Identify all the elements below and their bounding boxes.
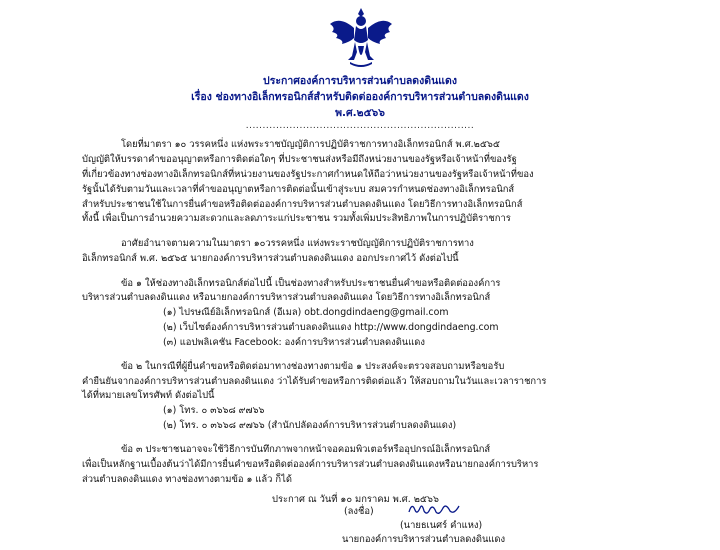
para1-line: โดยที่มาตรา ๑๐ วรรคหนึ่ง แห่งพระราชบัญญัติการปฏิบัติราชการทางอิเล็กทรอนิกส์ พ.ศ.๒๕๖๕ (121, 139, 500, 150)
sign-label: (ลงชื่อ) (344, 506, 374, 517)
para1-line: ทั้งนี้ เพื่อเป็นการอำนวยความสะดวกและลดภาระแก่ประชาชน รวมทั้งเพิ่มประสิทธิภาพในการปฏิบัติราชการ (82, 213, 511, 224)
handwritten-signature-icon (406, 500, 462, 518)
clause3-line: ข้อ ๓ ประชาชนอาจจะใช้วิธีการบันทึกภาพจากหน้าจอคอมพิวเตอร์หรืออุปกรณ์อิเล็กทรอนิกส์ (121, 444, 491, 455)
contact-website: (๒) เว็บไซต์องค์การบริหารส่วนตำบลดงดินแดง http://www.dongdindaeng.com (163, 322, 499, 333)
contact-email: (๑) ไปรษณีย์อิเล็กทรอนิกส์ (อีเมล) obt.dongdindaeng@gmail.com (163, 307, 449, 318)
signer-name: (นายธเนศร์ คำแหง) (400, 520, 483, 531)
announcement-subject: เรื่อง ช่องทางอิเล็กทรอนิกส์สำหรับติดต่อองค์การบริหารส่วนตำบลดงดินแดง (191, 91, 529, 103)
announcement-year: พ.ศ.๒๕๖๖ (335, 107, 385, 119)
clause2-line: ข้อ ๒ ในกรณีที่ผู้ยื่นคำขอหรือติดต่อมาทางช่องทางตามข้อ ๑ ประสงค์จะตรวจสอบถามหรือขอรับ (121, 361, 505, 372)
clause3-line: เพื่อเป็นหลักฐานเบื้องต้นว่าได้มีการยื่นคำขอหรือติดต่อองค์การบริหารส่วนตำบลดงดินแดงหรือนายกองค์การบริหาร (82, 459, 539, 470)
contact-facebook: (๓) แอปพลิเคชัน Facebook: องค์การบริหารส่วนตำบลดงดินแดง (163, 337, 425, 348)
contact-phone: (๑) โทร. ๐ ๓๖๖๘ ๙๗๖๖ (163, 405, 265, 416)
garuda-emblem-icon (328, 6, 394, 70)
para2-line: อาศัยอำนาจตามความในมาตรา ๑๐วรรคหนึ่ง แห่งพระราชบัญญัติการปฏิบัติราชการทาง (121, 238, 474, 249)
clause3-line: ส่วนตำบลดงดินแดง ทางช่องทางตามข้อ ๑ แล้ว ก็ได้ (82, 474, 292, 485)
signer-position: นายกองค์การบริหารส่วนตำบลดงดินแดง (342, 534, 506, 545)
para1-line: บัญญัติให้บรรดาคำขออนุญาตหรือการติดต่อใดๆ ที่ประชาชนส่งหรือมีถึงหน่วยงานของรัฐหรือเจ้าหน้าที่ของรัฐ (82, 154, 517, 165)
title-separator: .................................................................... (245, 121, 475, 131)
announce-date: ประกาศ ณ วันที่ ๑๐ มกราคม พ.ศ. ๒๕๖๖ (272, 494, 439, 505)
announcement-title: ประกาศองค์การบริหารส่วนตำบลดงดินแดง (263, 75, 457, 87)
para1-line: สำหรับประชาชนใช้ในการยื่นคำขอหรือติดต่อองค์การบริหารส่วนตำบลดงดินแดง โดยวิธีการทางอิเล็กทรอนิกส์ (82, 199, 523, 210)
clause2-line: ได้ที่หมายเลขโทรศัพท์ ดังต่อไปนี้ (82, 390, 215, 401)
para1-line: รัฐนั้นได้รับตามวันและเวลาที่คำขออนุญาตหรือการติดต่อนั้นเข้าสู่ระบบ สมควรกำหนดช่องทางอิเล็กทรอนิกส์ (82, 184, 515, 195)
para1-line: ที่เกี่ยวข้องทางช่องทางอิเล็กทรอนิกส์ที่หน่วยงานของรัฐประกาศกำหนดให้ถือว่าหน่วยงานของรัฐหรือเจ้าหน้าที่ของ (82, 169, 534, 180)
clause2-line: คำยืนยันจากองค์การบริหารส่วนตำบลดงดินแดง ว่าได้รับคำขอหรือการติดต่อแล้ว ให้สอบถามในวันและเวลาราชการ (82, 376, 547, 387)
para2-line: อิเล็กทรอนิกส์ พ.ศ. ๒๕๖๕ นายกองค์การบริหารส่วนตำบลดงดินแดง ออกประกาศไว้ ดังต่อไปนี้ (82, 253, 459, 264)
clause1-line: ข้อ ๑ ให้ช่องทางอิเล็กทรอนิกส์ต่อไปนี้ เป็นช่องทางสำหรับประชาชนยื่นคำขอหรือติดต่อองค์การ (121, 278, 501, 289)
contact-phone: (๒) โทร. ๐ ๓๖๖๘ ๙๗๖๖ (สำนักปลัดองค์การบริหารส่วนตำบลดงดินแดง) (163, 420, 457, 431)
clause1-line: บริหารส่วนตำบลดงดินแดง หรือนายกองค์การบริหารส่วนตำบลดงดินแดง โดยวิธีการทางอิเล็กทรอนิกส์ (82, 292, 491, 303)
